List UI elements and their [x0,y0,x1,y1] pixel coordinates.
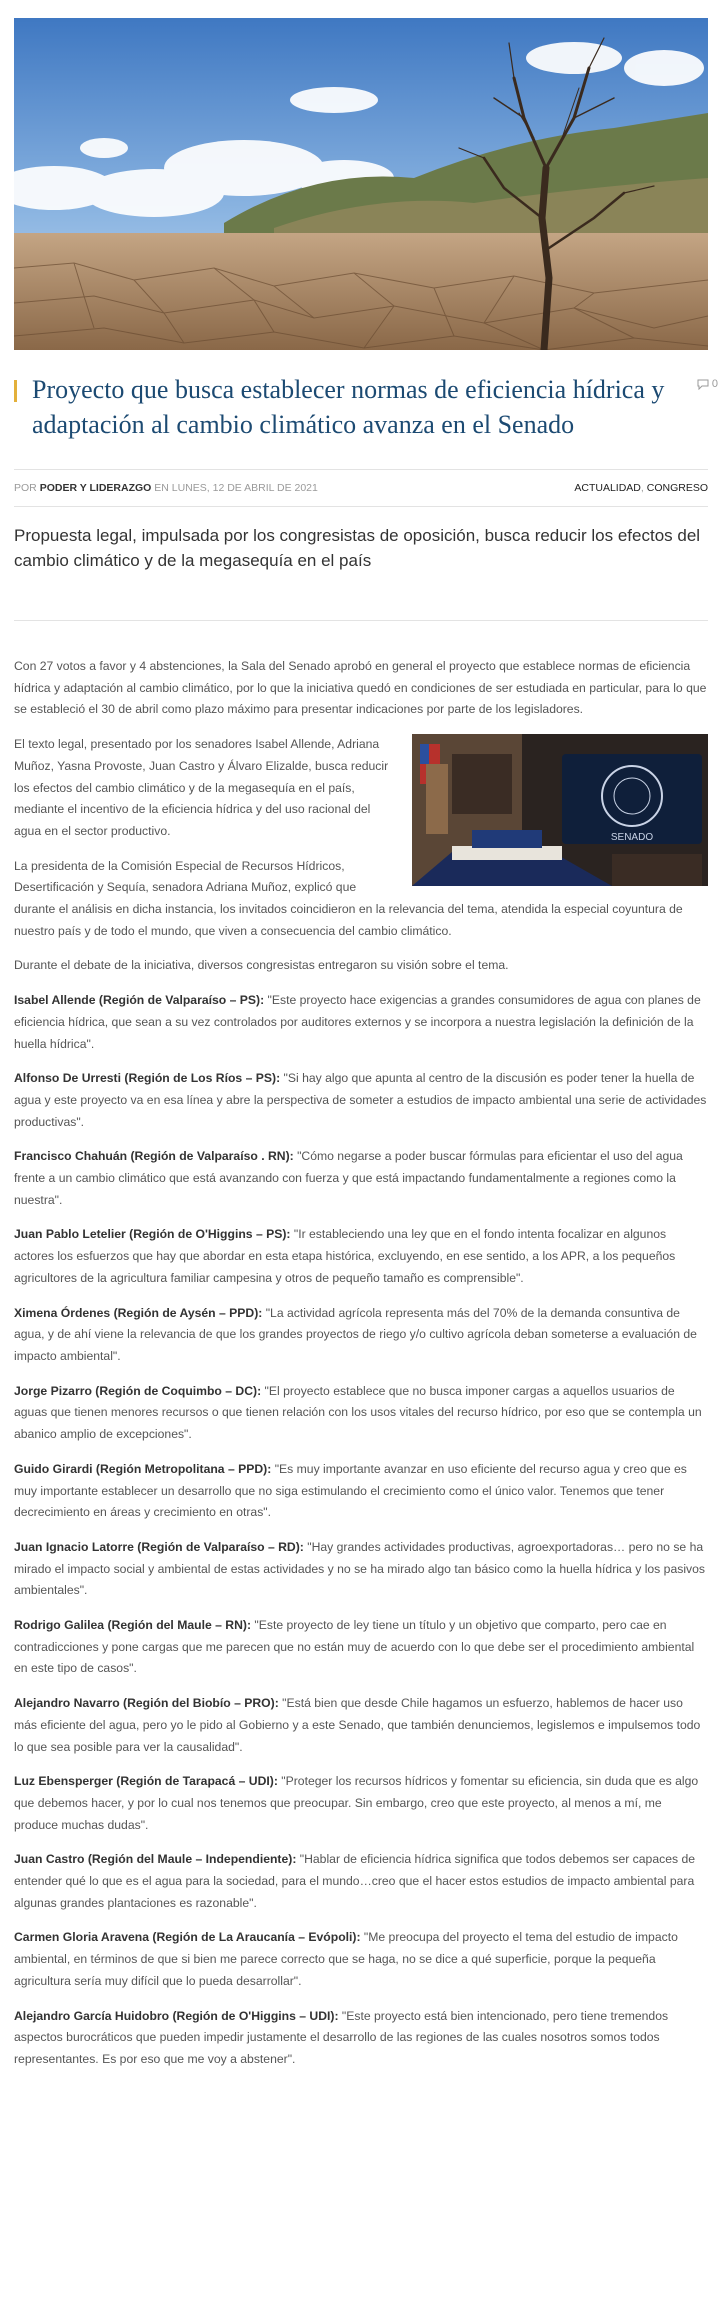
by-label: POR [14,482,37,494]
quote-speaker: Juan Ignacio Latorre (Región de Valparaíso – RD): [14,1539,304,1554]
quote-speaker: Carmen Gloria Aravena (Región de La Araucanía – Evópoli): [14,1930,361,1945]
post-meta [14,469,708,507]
article-body [14,656,708,2071]
quote-speaker: Guido Girardi (Región Metropolitana – PPD): [14,1461,272,1476]
quote-speaker: Isabel Allende (Región de Valparaíso – PS): [14,993,265,1008]
quote-speaker: Alfonso De Urresti (Región de Los Ríos – PS): [14,1071,281,1086]
quote-speaker: Jorge Pizarro (Región de Coquimbo – DC): [14,1383,262,1398]
quote-paragraph [14,1068,708,1133]
quote-text: "Si hay algo que apunta al centro de la discusión es poder tener la huella de agua y este proyecto va en esa línea y abre la perspectiva de someter a estudios de impacto ambiental una serie de actividades productivas". [14,1071,707,1129]
quote-paragraph [14,1146,708,1211]
post-date: EN LUNES, 12 DE ABRIL DE 2021 [154,482,318,494]
quote-speaker: Luz Ebensperger (Región de Tarapacá – UDI): [14,1774,278,1789]
quote-speaker: Alejandro García Huidobro (Región de O'Higgins – UDI): [14,2008,339,2023]
paragraph-authors: El texto legal, presentado por los senadores Isabel Allende, Adriana Muñoz, Yasna Provoste, Juan Castro y Álvaro Elizalde, busca reducir los efectos del cambio climático y de la megasequía en el país, mediante el incentivo de la eficiencia hídrica y del uso racional del agua en el sector productivo. [14,737,389,838]
quote-text: "La actividad agrícola representa más del 70% de la demanda consuntiva de agua, y de ahí viene la relevancia de que los grandes proyectos de riego y/o cultivo agrícola deban someterse a evaluación de impacto ambiental". [14,1305,697,1363]
quotes-list [14,990,708,2071]
comments-count: 0 [711,378,718,390]
quote-paragraph [14,1927,708,1992]
svg-text:SENADO: SENADO [610,832,654,844]
byline [14,482,318,494]
category-link-congreso[interactable]: CONGRESO [646,482,708,494]
quote-text: "Ir estableciendo una ley que en el fondo intenta focalizar en algunos actores los esfuerzos que hay que abordar en esta etapa histórica, excluyendo, en ese sentido, a los APR, a los pequeños agricultores de la agricultura familiar campesina y otros de pequeño tamaño es comprensible". [14,1227,676,1285]
paragraph-intro: Con 27 votos a favor y 4 abstenciones, la Sala del Senado aprobó en general el proyecto que establece normas de eficiencia hídrica y adaptación al cambio climático, por lo que la iniciativa quedó en condiciones de ser estudiada en particular, para lo que se estableció el 30 de abril como plazo máximo para presentar indicaciones por parte de los legisladores. [14,659,707,717]
quote-paragraph [14,1459,708,1524]
article-subtitle: Propuesta legal, impulsada por los congresistas de oposición, busca reducir los efectos del cambio climático y de la megasequía en el país [14,526,701,570]
quote-text: "Está bien que desde Chile hagamos un esfuerzo, hablemos de hacer uso más eficiente del agua, pero yo le pido al Gobierno y a este Senado, que también denunciemos, legislemos e impulsemos todo lo que sea posible para ver la causalidad". [14,1696,701,1754]
paragraph-debate: Durante el debate de la iniciativa, diversos congresistas entregaron su visión sobre el tema. [14,958,509,973]
author-link[interactable]: PODER Y LIDERAZGO [39,482,152,494]
quote-paragraph [14,1303,708,1368]
quote-text: "Proteger los recursos hídricos y fomentar su eficiencia, sin duda que es algo que debemos hacer, y por lo cual nos tenemos que preocupar. Sin embargo, creo que este proyecto, al menos a mí, me produce muchas dudas". [14,1774,699,1832]
comment-icon [697,379,709,390]
quote-speaker: Ximena Órdenes (Región de Aysén – PPD): [14,1305,263,1320]
quote-paragraph [14,1849,708,1914]
quote-text: "Hay grandes actividades productivas, agroexportadoras… pero no se ha mirado el impacto social y ambiental de estas actividades y no se ha mirado algo tan básico como la huella hídrica y los pasivos ambientales". [14,1539,705,1598]
paragraph-commission: La presidenta de la Comisión Especial de Recursos Hídricos, Desertificación y Sequía, senadora Adriana Muñoz, explicó que durante el análisis en dicha instancia, los invitados coincidieron en la relevancia del tema, atendida la especial coyuntura de nuestro país y de todo el mundo, que viven a consecuencia del cambio climático. [14,858,683,938]
quote-paragraph [14,1771,708,1836]
quote-speaker: Juan Pablo Letelier (Región de O'Higgins – PS): [14,1227,291,1242]
article-title: Proyecto que busca establecer normas de eficiencia hídrica y adaptación al cambio climático avanza en el Senado [32,375,665,439]
quote-text: "Este proyecto de ley tiene un título y un objetivo que comparto, pero cae en contradicciones y pone cargas que me parecen que no están muy de acuerdo con lo que debe ser el procedimiento ambiental en este tipo de casos". [14,1618,695,1676]
quote-paragraph [14,1537,708,1602]
hero-image [14,18,708,350]
quote-paragraph [14,2006,708,2071]
quote-paragraph [14,1224,708,1289]
quote-speaker: Rodrigo Galilea (Región del Maule – RN): [14,1618,252,1633]
categories [574,482,708,494]
quote-text: "Este proyecto hace exigencias a grandes consumidores de agua con planes de eficiencia hídrica, que sean a su vez controlados por auditores externos y se incorpora a nuestra legislación la definición de la huella hídrica". [14,993,701,1051]
quote-speaker: Alejandro Navarro (Región del Biobío – PRO): [14,1696,279,1711]
quote-speaker: Juan Castro (Región del Maule – Independiente): [14,1852,297,1867]
title-row [14,372,718,442]
quote-text: "Es muy importante avanzar en uso eficiente del recurso agua y creo que es muy importante establecer un desarrollo que no siga estimulando el crecimiento como el único valor. Tenemos que tener decrecimiento en áreas y crecimiento en otras". [14,1461,687,1520]
quote-speaker: Francisco Chahuán (Región de Valparaíso . RN): [14,1149,294,1164]
comments-link[interactable] [697,378,718,390]
quote-paragraph [14,1615,708,1680]
quote-paragraph [14,990,708,1055]
senate-chamber-image [412,734,708,886]
quote-text: "El proyecto establece que no busca imponer cargas a aquellos usuarios de aguas que tienen menores recursos o que tienen relación con los usos vitales del recurso hídrico, por eso que se contempla un abanico amplio de excepciones". [14,1383,702,1442]
quote-text: "Este proyecto está bien intencionado, pero tiene tremendos aspectos burocráticos que pueden impedir justamente el desarrollo de las regiones de las cuales nosotros somos todos representantes. Es por eso que me voy a abstener". [14,2008,669,2066]
article-container [14,18,718,2071]
title-accent-bar [14,380,17,402]
divider [14,620,708,621]
quote-text: "Hablar de eficiencia hídrica significa que todos debemos ser capaces de entender qué lo que es el agua para la sociedad, para el mundo…creo que el hacer estos estudios de impacto ambiental para algunas grandes plantaciones es razonable". [14,1852,696,1910]
category-link-actualidad[interactable]: ACTUALIDAD [574,482,641,494]
quote-paragraph [14,1381,708,1446]
quote-text: "Me preocupa del proyecto el tema del estudio de impacto ambiental, en términos de que si bien me parece correcto que se haga, no se dice a qué superficie, porque la pequeña agricultura sería muy difícil que lo pueda desarrollar". [14,1930,678,1988]
category-separator: , [640,482,644,494]
quote-text: "Cómo negarse a poder buscar fórmulas para eficientar el uso del agua frente a un cambio climático que está avanzando con fuerza y que está impactando fundamentalmente a regiones como la nuestra". [14,1149,683,1207]
quote-paragraph [14,1693,708,1758]
